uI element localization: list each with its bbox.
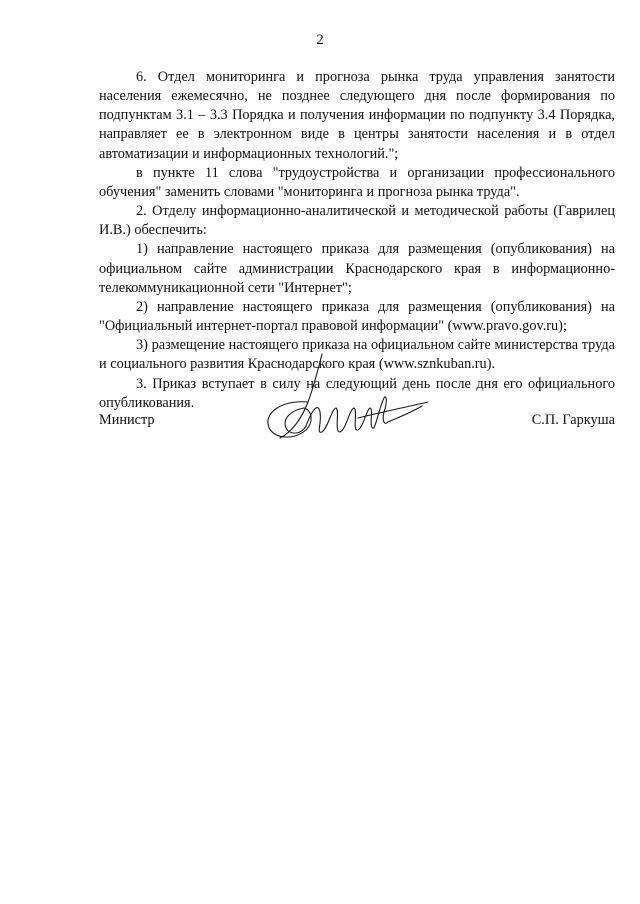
- paragraph-item-11-amendment: в пункте 11 слова "трудоустройства и организации профессионального обучения" заменить словами "мониторинга и прогноза рынка труда".: [99, 164, 615, 200]
- paragraph-subitem-2: 2) направление настоящего приказа для размещения (опубликования) на "Официальный интернет-портал правовой информации" (www.pravo.gov.ru);: [99, 298, 615, 335]
- signature-block: [99, 410, 615, 432]
- signatory-name: С.П. Гаркуша: [531, 412, 615, 428]
- paragraph-section-2: 2. Отделу информационно-аналитической и методической работы (Гаврилец И.В.) обеспечить:: [99, 203, 615, 239]
- handwritten-signature: [262, 352, 432, 448]
- signatory-position: Министр: [99, 412, 155, 428]
- page-number: 2: [316, 32, 324, 48]
- paragraph-subitem-1: 1) направление настоящего приказа для размещения (опубликования) на официальном сайте администрации Краснодарского края в информационно-телекоммуникационной сети "Интернет";: [99, 241, 615, 296]
- paragraph-item-6: 6. Отдел мониторинга и прогноза рынка труда управления занятости населения ежемесячно, не позднее следующего дня после формирования по подпунктам 3.1 – 3.3 Порядка и получения информации по подпункту 3.4 Порядка, направляет ее в электронном виде в центры занятости населения и в отдел автоматизации и информационных технологий.";: [99, 69, 615, 162]
- paragraph-subitem-3: 3) размещение настоящего приказа на официальном сайте министерства труда и социального развития Краснодарского края (www.sznkuban.ru).: [99, 337, 615, 373]
- paragraph-section-3: 3. Приказ вступает в силу на следующий день после дня его официального опубликования.: [99, 375, 615, 411]
